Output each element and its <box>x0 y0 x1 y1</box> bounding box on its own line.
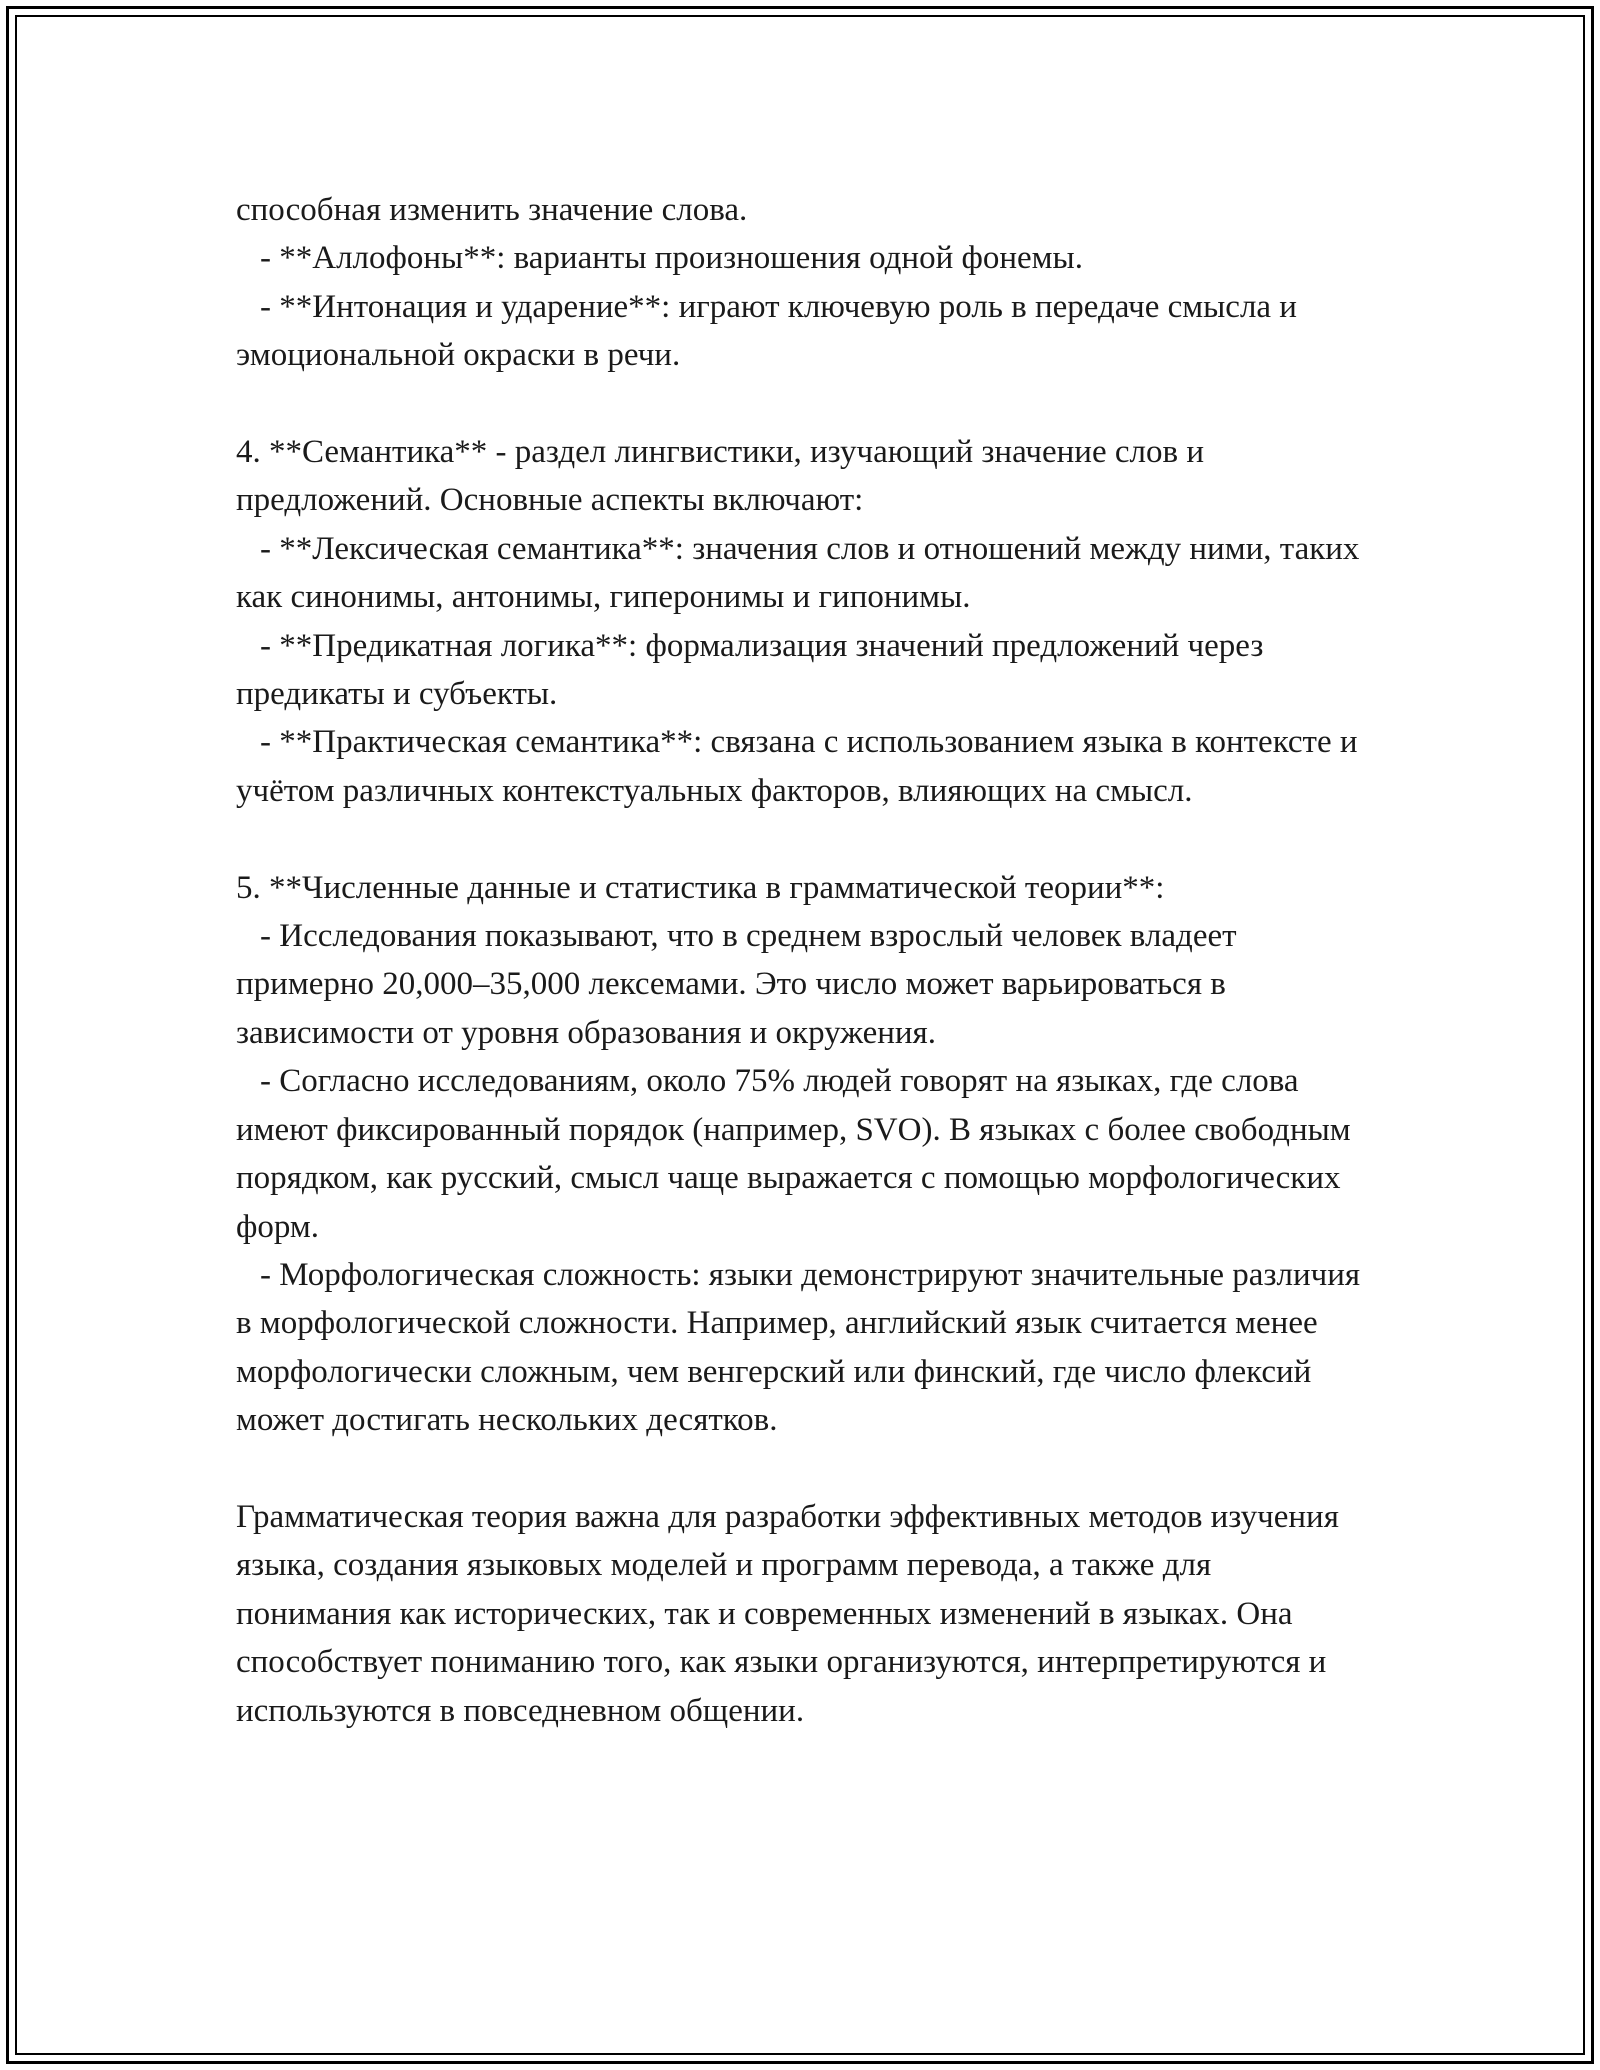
list-item-practical-semantics: - **Практическая семантика**: связана с использованием языка в контексте и учётом различных контекстуальных факторов, влияющих на смысл. <box>236 724 1358 809</box>
paragraph-spacer <box>236 815 1366 863</box>
list-item-lexemes: - Исследования показывают, что в среднем взрослый человек владеет примерно 20,000–35,000 лексемами. Это число может варьироваться в зависимости от уровня образования и окружения. <box>236 918 1237 1051</box>
list-item-lexical-semantics: - **Лексическая семантика**: значения слов и отношений между ними, таких как синонимы, антонимы, гиперонимы и гипонимы. <box>236 530 1360 616</box>
section-statistics-heading: 5. **Численные данные и статистика в грамматической теории**: <box>236 869 1165 906</box>
list-item-allophones: - **Аллофоны**: варианты произношения одной фонемы. <box>260 240 1083 277</box>
conclusion-paragraph: Грамматическая теория важна для разработки эффективных методов изучения языка, создания языковых моделей и программ перевода, а также для понимания как исторических, так и современных изменений в языках. Она способствует пониманию того, как языки организуются, интерпретируются и используются в повседневном общении. <box>236 1498 1339 1729</box>
paragraph-spacer <box>236 1445 1366 1493</box>
list-item-morphology: - Морфологическая сложность: языки демонстрируют значительные различия в морфологической сложности. Например, английский язык считается менее морфологически сложным, чем венгерский или финский, где число флексий может достигать нескольких десятков. <box>236 1256 1361 1439</box>
list-item-intonation: - **Интонация и ударение**: играют ключевую роль в передаче смысла и эмоциональной окраски в речи. <box>236 288 1297 374</box>
list-item-word-order: - Согласно исследованиям, около 75% людей говорят на языках, где слова имеют фиксированный порядок (например, SVO). В языках с более свободным порядком, как русский, смысл чаще выражается с помощью морфологических форм. <box>236 1063 1351 1245</box>
list-item-predicate-logic: - **Предикатная логика**: формализация значений предложений через предикаты и субъекты. <box>236 627 1264 713</box>
paragraph-continuation: способная изменить значение слова. <box>236 192 748 228</box>
section-semantics-heading: 4. **Семантика** - раздел лингвистики, изучающий значение слов и предложений. Основные аспекты включают: <box>236 434 1204 519</box>
paragraph-spacer <box>236 380 1366 428</box>
document-body <box>236 186 1366 1735</box>
